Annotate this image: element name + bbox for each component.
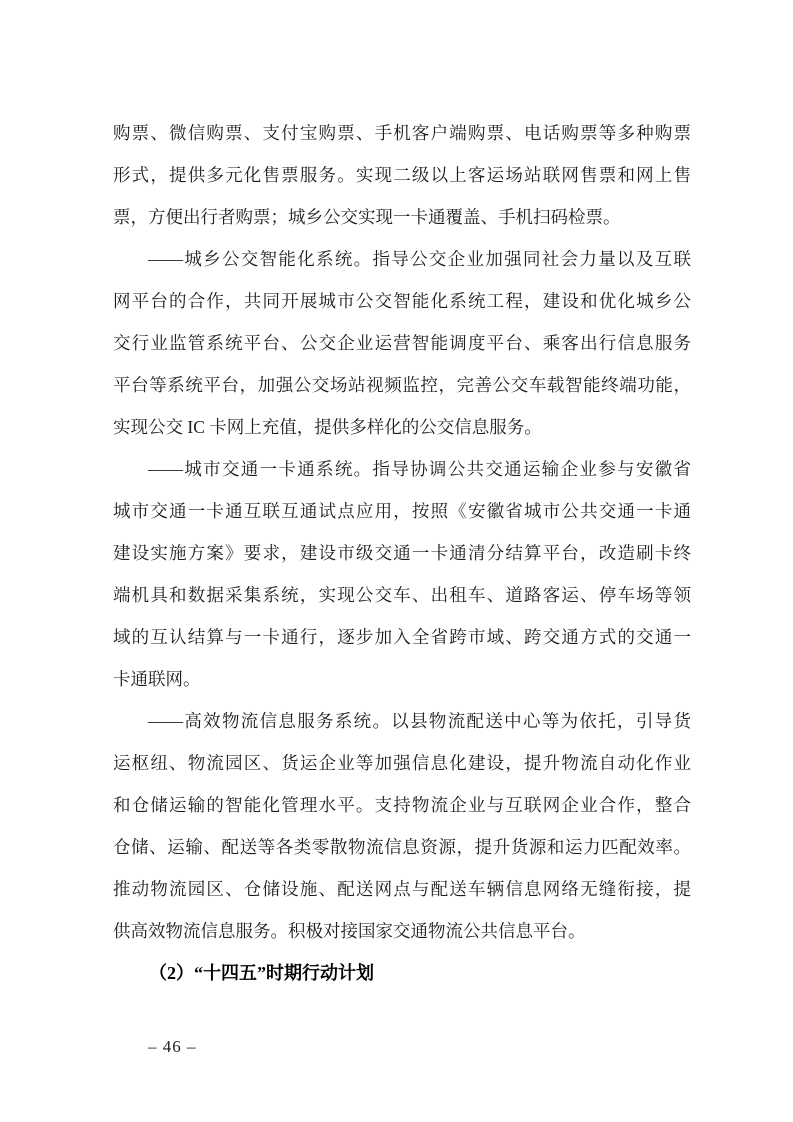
body-line: 推动物流园区、仓储设施、配送网点与配送车辆信息网络无缝衔接，提 [113,879,691,899]
body-line: 购票、微信购票、支付宝购票、手机客户端购票、电话购票等多种购票 [113,123,691,143]
body-line: 交行业监管系统平台、公交企业运营智能调度平台、乘客出行信息服务 [113,333,691,353]
body-line: ——高效物流信息服务系统。以县物流配送中心等为依托，引导货 [148,711,691,731]
paragraph [113,448,691,700]
body-line: 建设实施方案》要求，建设市级交通一卡通清分结算平台，改造刷卡终 [113,543,691,563]
section-heading: （2）“十四五”时期行动计划 [149,963,374,983]
body-line: ——城市交通一卡通系统。指导协调公共交通运输企业参与安徽省 [148,459,691,479]
page-number: – 46 – [148,1037,197,1056]
body-line: 网平台的合作，共同开展城市公交智能化系统工程，建设和优化城乡公 [113,291,691,311]
body-text [113,112,691,952]
body-line: 供高效物流信息服务。积极对接国家交通物流公共信息平台。 [113,921,586,941]
body-line: 和仓储运输的智能化管理水平。支持物流企业与互联网企业合作，整合 [113,795,691,815]
body-line: 平台等系统平台，加强公交场站视频监控，完善公交车载智能终端功能， [113,375,691,395]
body-line: 城市交通一卡通互联互通试点应用，按照《安徽省城市公共交通一卡通 [113,501,691,521]
paragraph [113,700,691,952]
body-line: 卡通联网。 [113,669,201,689]
paragraph [113,112,691,238]
body-line: 形式，提供多元化售票服务。实现二级以上客运场站联网售票和网上售 [113,165,691,185]
body-line: 票，方便出行者购票；城乡公交实现一卡通覆盖、手机扫码检票。 [113,207,621,227]
body-line: 端机具和数据采集系统，实现公交车、出租车、道路客运、停车场等领 [113,585,691,605]
body-line: 运枢纽、物流园区、货运企业等加强信息化建设，提升物流自动化作业 [113,753,691,773]
body-line: 实现公交 IC 卡网上充值，提供多样化的公交信息服务。 [113,417,542,437]
body-line: 域的互认结算与一卡通行，逐步加入全省跨市域、跨交通方式的交通一 [113,627,691,647]
body-line: 仓储、运输、配送等各类零散物流信息资源，提升货源和运力匹配效率。 [113,837,691,857]
paragraph [113,238,691,448]
body-line: ——城乡公交智能化系统。指导公交企业加强同社会力量以及互联 [148,249,691,269]
